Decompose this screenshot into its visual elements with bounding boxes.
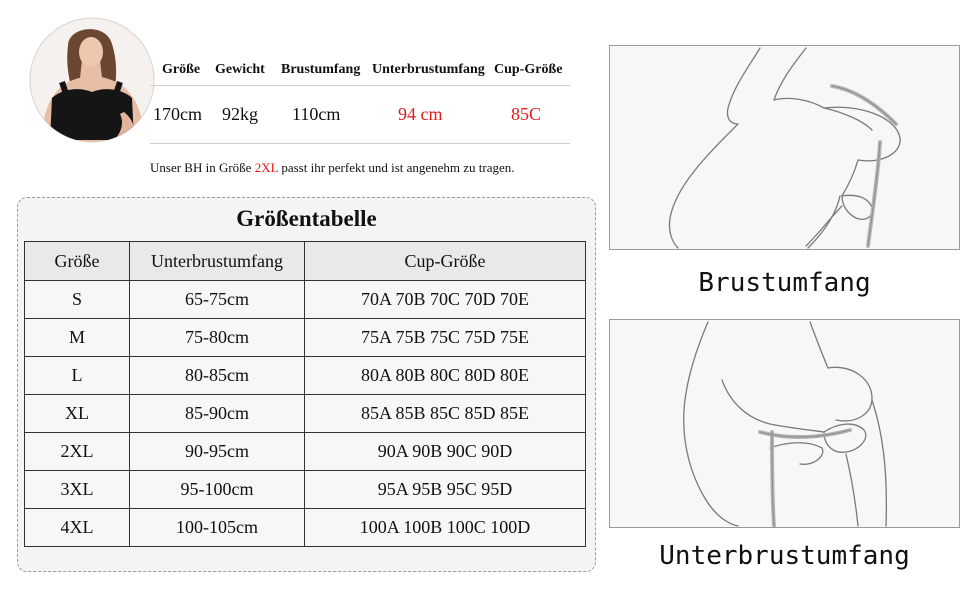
underbust-measure-illustration bbox=[610, 320, 959, 527]
header-underbust: Unterbrustumfang bbox=[130, 242, 305, 281]
caption-text-before: Unser BH in Größe bbox=[150, 160, 255, 175]
header-size: Größe bbox=[25, 242, 130, 281]
cell-underbust: 100-105cm bbox=[130, 509, 305, 547]
model-header-cup: Cup-Größe bbox=[494, 62, 563, 77]
table-row bbox=[25, 281, 586, 319]
cell-size: 3XL bbox=[25, 471, 130, 509]
cell-cup: 70A 70B 70C 70D 70E bbox=[305, 281, 586, 319]
cell-underbust: 80-85cm bbox=[130, 357, 305, 395]
cell-cup: 100A 100B 100C 100D bbox=[305, 509, 586, 547]
model-divider-bottom bbox=[150, 143, 570, 144]
underbust-illustration-panel bbox=[609, 319, 960, 528]
table-header-row bbox=[25, 242, 586, 281]
cell-cup: 85A 85B 85C 85D 85E bbox=[305, 395, 586, 433]
cell-cup: 75A 75B 75C 75D 75E bbox=[305, 319, 586, 357]
table-row bbox=[25, 395, 586, 433]
caption-text-after: passt ihr perfekt und ist angenehm zu tragen. bbox=[278, 160, 515, 175]
model-value-underbust: 94 cm bbox=[398, 104, 443, 124]
model-value-weight: 92kg bbox=[222, 104, 258, 124]
model-value-size: 170cm bbox=[153, 104, 202, 124]
cell-underbust: 95-100cm bbox=[130, 471, 305, 509]
model-caption bbox=[150, 160, 515, 176]
cell-underbust: 75-80cm bbox=[130, 319, 305, 357]
table-row bbox=[25, 357, 586, 395]
cell-cup: 95A 95B 95C 95D bbox=[305, 471, 586, 509]
model-header-bust: Brustumfang bbox=[281, 62, 361, 77]
model-header-underbust: Unterbrustumfang bbox=[372, 62, 485, 77]
model-divider-top bbox=[150, 85, 570, 86]
cell-size: L bbox=[25, 357, 130, 395]
cell-underbust: 85-90cm bbox=[130, 395, 305, 433]
cell-size: 2XL bbox=[25, 433, 130, 471]
cell-size: XL bbox=[25, 395, 130, 433]
size-table bbox=[24, 241, 586, 547]
model-value-bust: 110cm bbox=[292, 104, 341, 124]
underbust-caption: Unterbrustumfang bbox=[659, 541, 910, 571]
cell-cup: 90A 90B 90C 90D bbox=[305, 433, 586, 471]
model-value-cup: 85C bbox=[511, 104, 542, 124]
cell-underbust: 90-95cm bbox=[130, 433, 305, 471]
bust-caption: Brustumfang bbox=[698, 268, 871, 298]
table-row bbox=[25, 433, 586, 471]
header-cup: Cup-Größe bbox=[305, 242, 586, 281]
table-row bbox=[25, 471, 586, 509]
bust-illustration-panel bbox=[609, 45, 960, 250]
table-row bbox=[25, 509, 586, 547]
table-row bbox=[25, 319, 586, 357]
cell-size: 4XL bbox=[25, 509, 130, 547]
bust-measure-illustration bbox=[610, 46, 959, 249]
cell-cup: 80A 80B 80C 80D 80E bbox=[305, 357, 586, 395]
cell-underbust: 65-75cm bbox=[130, 281, 305, 319]
caption-size-highlight: 2XL bbox=[254, 160, 279, 175]
model-header-weight: Gewicht bbox=[215, 62, 265, 77]
size-chart-title: Größentabelle bbox=[236, 206, 377, 231]
model-header-size: Größe bbox=[162, 62, 201, 77]
cell-size: S bbox=[25, 281, 130, 319]
cell-size: M bbox=[25, 319, 130, 357]
model-photo bbox=[28, 16, 156, 144]
